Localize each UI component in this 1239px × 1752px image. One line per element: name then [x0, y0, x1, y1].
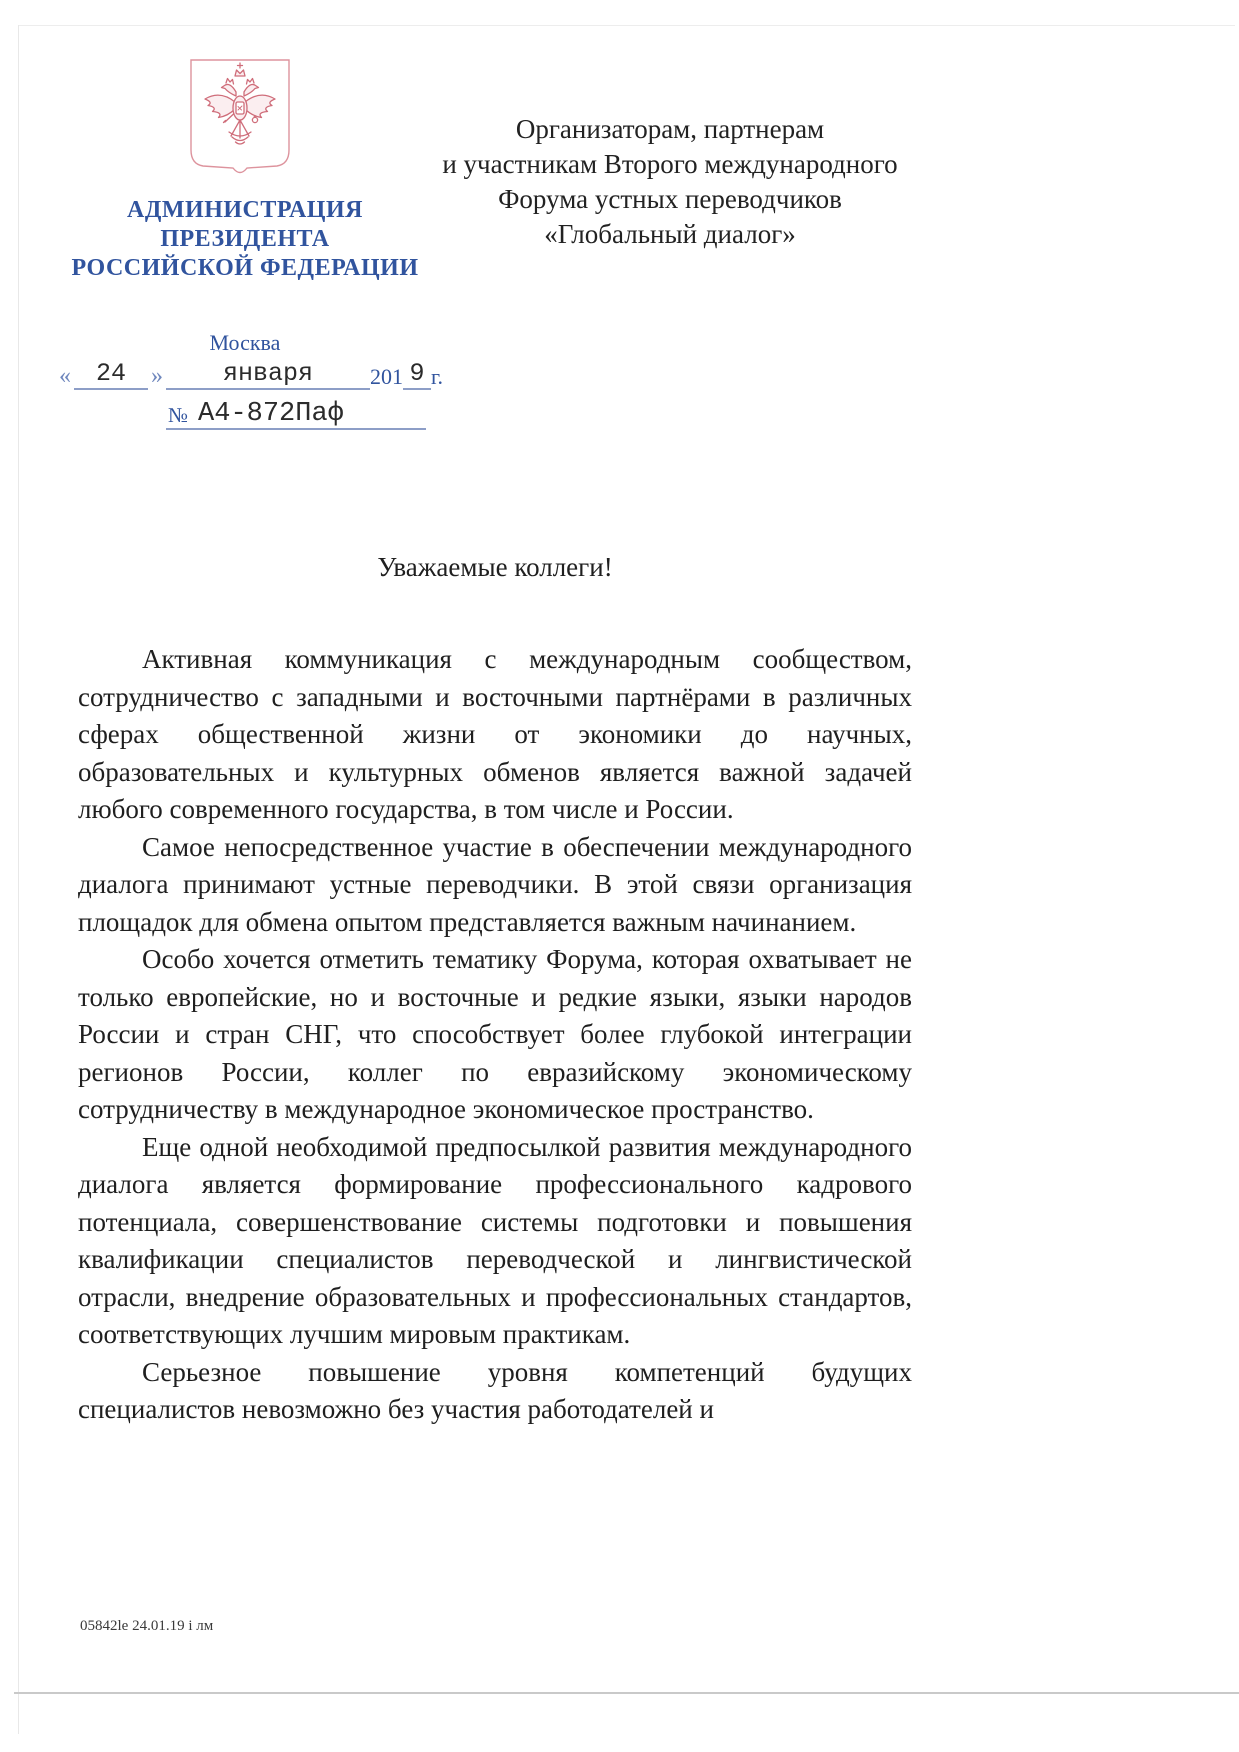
date-year-prefix: 201	[370, 364, 403, 389]
number-sign: №	[166, 403, 190, 430]
page-edge-bottom	[14, 1692, 1239, 1694]
org-line: АДМИНИСТРАЦИЯ	[127, 197, 363, 223]
date-year-suffix: г.	[431, 364, 444, 389]
number-line	[166, 400, 426, 430]
recipient-line: Организаторам, партнерам	[515, 114, 825, 144]
page-edge-top	[18, 25, 1235, 26]
recipient-block	[420, 112, 920, 252]
org-line: РОССИЙСКОЙ ФЕДЕРАЦИИ	[71, 255, 419, 281]
open-quote: «	[59, 363, 71, 389]
salutation: Уважаемые коллеги!	[377, 552, 613, 582]
page-edge-left	[18, 25, 19, 1734]
paragraph: Еще одной необходимой предпосылкой развития международного диалога является формирование профессионального кадрового потенциала, совершенствование системы подготовки и повышения квалификации специалистов переводческой и лингвистической отрасли, внедрение образовательных и профессиональных стандартов, соответствующих лучшим мировым практикам.	[78, 1131, 912, 1349]
org-line: ПРЕЗИДЕНТА	[160, 226, 330, 252]
close-quote: »	[151, 363, 163, 389]
date-year-digit: 9	[403, 360, 431, 390]
paragraph: Серьезное повышение уровня компетенций будущих специалистов невозможно без участия работодателей и	[78, 1356, 912, 1424]
recipient-line: «Глобальный диалог»	[544, 219, 796, 249]
paragraph: Самое непосредственное участие в обеспечении международного диалога принимают устные переводчики. В этой связи организация площадок для обмена опытом представляется важным начинанием.	[78, 831, 912, 937]
date-day: 24	[74, 360, 148, 390]
date-month: января	[166, 360, 370, 390]
recipient-line: и участникам Второго международного	[442, 149, 898, 179]
letter-body	[78, 641, 912, 1429]
recipient-line: Форума устных переводчиков	[498, 184, 842, 214]
paragraph: Активная коммуникация с международным сообществом, сотрудничество с западными и восточными партнёрами в различных сферах общественной жизни от экономики до научных, образовательных и культурных обменов является важной задачей любого современного государства, в том числе и России.	[78, 644, 912, 824]
date-line	[56, 360, 443, 390]
coat-of-arms-icon	[189, 58, 291, 182]
letterhead-org-name	[60, 196, 430, 283]
paragraph: Особо хочется отметить тематику Форума, которая охватывает не только европейские, но и восточные и редкие языки, языки народов России и стран СНГ, что способствует более глубокой интеграции регионов России, коллег по евразийскому экономическому сотрудничеству в международное экономическое пространство.	[78, 944, 912, 1124]
document-number: А4-872Паф	[190, 400, 426, 430]
registration-footer: 05842le 24.01.19 i лм	[80, 1618, 214, 1634]
letterhead-city: Москва	[209, 330, 281, 355]
